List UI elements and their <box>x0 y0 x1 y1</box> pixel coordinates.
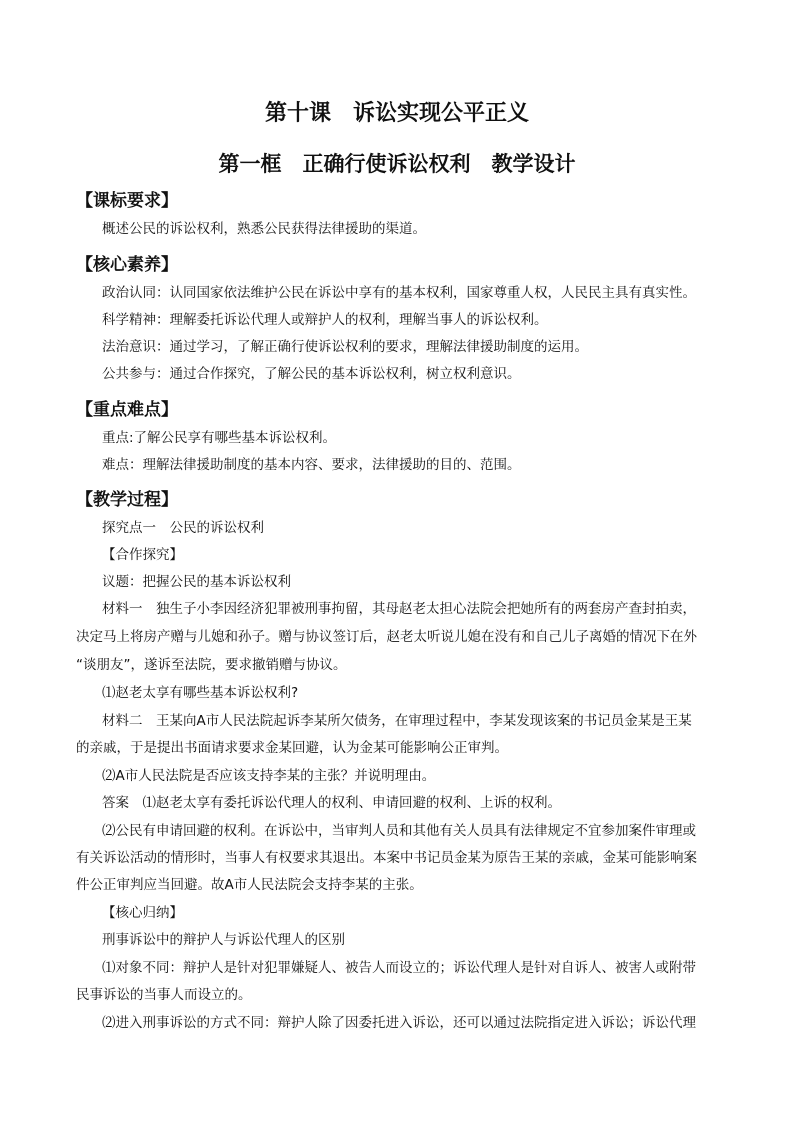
answer: 有关诉讼活动的情形时，当事人有权要求其退出。本案中书记员金某为原告王某的亲戚，金某可能影响案 <box>76 850 697 866</box>
paragraph: 材料二 王某向A市人民法院起诉李某所欠债务，在审理过程中，李某发现该案的书记员金某是王某 <box>102 713 692 729</box>
paragraph: ⑵进入刑事诉讼的方式不同：辩护人除了因委托进入诉讼，还可以通过法院指定进入诉讼；诉讼代理 <box>102 1015 696 1031</box>
paragraph: 科学精神：理解委托诉讼代理人或辩护人的权利，理解当事人的诉讼权利。 <box>102 312 548 328</box>
section-heading-standard: 【课标要求】 <box>76 191 178 211</box>
section-heading-focus: 【重点难点】 <box>76 400 178 420</box>
paragraph: 决定马上将房产赠与儿媳和孙子。赠与协议签订后，赵老太听说儿媳在没有和自己儿子离婚的情况下在外 <box>76 629 697 645</box>
answer: ⑵公民有申请回避的权利。在诉讼中，当审判人员和其他有关人员具有法律规定不宜参加案件审理或 <box>102 823 696 839</box>
paragraph: 难点：理解法律援助制度的基本内容、要求，法律援助的目的、范围。 <box>102 457 521 473</box>
paragraph: 【合作探究】 <box>102 547 183 563</box>
lesson-subtitle: 第一框 正确行使诉讼权利 教学设计 <box>218 151 576 176</box>
paragraph: 探究点一 公民的诉讼权利 <box>102 520 264 536</box>
paragraph: 刑事诉讼中的辩护人与诉讼代理人的区别 <box>102 932 345 948</box>
answer: 件公正审判应当回避。故A市人民法院会支持李某的主张。 <box>76 877 423 893</box>
section-heading-process: 【教学过程】 <box>76 490 178 510</box>
paragraph: 概述公民的诉讼权利，熟悉公民获得法律援助的渠道。 <box>102 221 426 237</box>
paragraph: 议题：把握公民的基本诉讼权利 <box>102 574 291 590</box>
question: ⑴赵老太享有哪些基本诉讼权利? <box>102 685 299 701</box>
paragraph: “谈朋友”，遂诉至法院，要求撤销赠与协议。 <box>76 657 347 673</box>
question: ⑵A市人民法院是否应该支持李某的主张？并说明理由。 <box>102 768 436 784</box>
paragraph: ⑴对象不同：辩护人是针对犯罪嫌疑人、被告人而设立的；诉讼代理人是针对自诉人、被害人或附带 <box>102 960 696 976</box>
paragraph: 政治认同：认同国家依法维护公民在诉讼中享有的基本权利，国家尊重人权，人民民主具有真实性。 <box>102 285 696 301</box>
paragraph: 民事诉讼的当事人而设立的。 <box>76 987 252 1003</box>
paragraph: 材料一 独生子小李因经济犯罪被刑事拘留，其母赵老太担心法院会把她所有的两套房产查封拍卖， <box>102 601 696 617</box>
paragraph: 法治意识：通过学习，了解正确行使诉讼权利的要求，理解法律援助制度的运用。 <box>102 339 588 355</box>
paragraph: 重点:了解公民享有哪些基本诉讼权利。 <box>102 430 337 446</box>
subheading: 【核心归纳】 <box>102 905 183 921</box>
lesson-title: 第十课 诉讼实现公平正义 <box>264 100 529 126</box>
section-heading-literacy: 【核心素养】 <box>76 255 178 275</box>
paragraph: 的亲戚，于是提出书面请求要求金某回避，认为金某可能影响公正审判。 <box>76 740 508 756</box>
answer: 答案 ⑴赵老太享有委托诉讼代理人的权利、申请回避的权利、上诉的权利。 <box>102 795 561 811</box>
paragraph: 公共参与：通过合作探究，了解公民的基本诉讼权利，树立权利意识。 <box>102 366 521 382</box>
